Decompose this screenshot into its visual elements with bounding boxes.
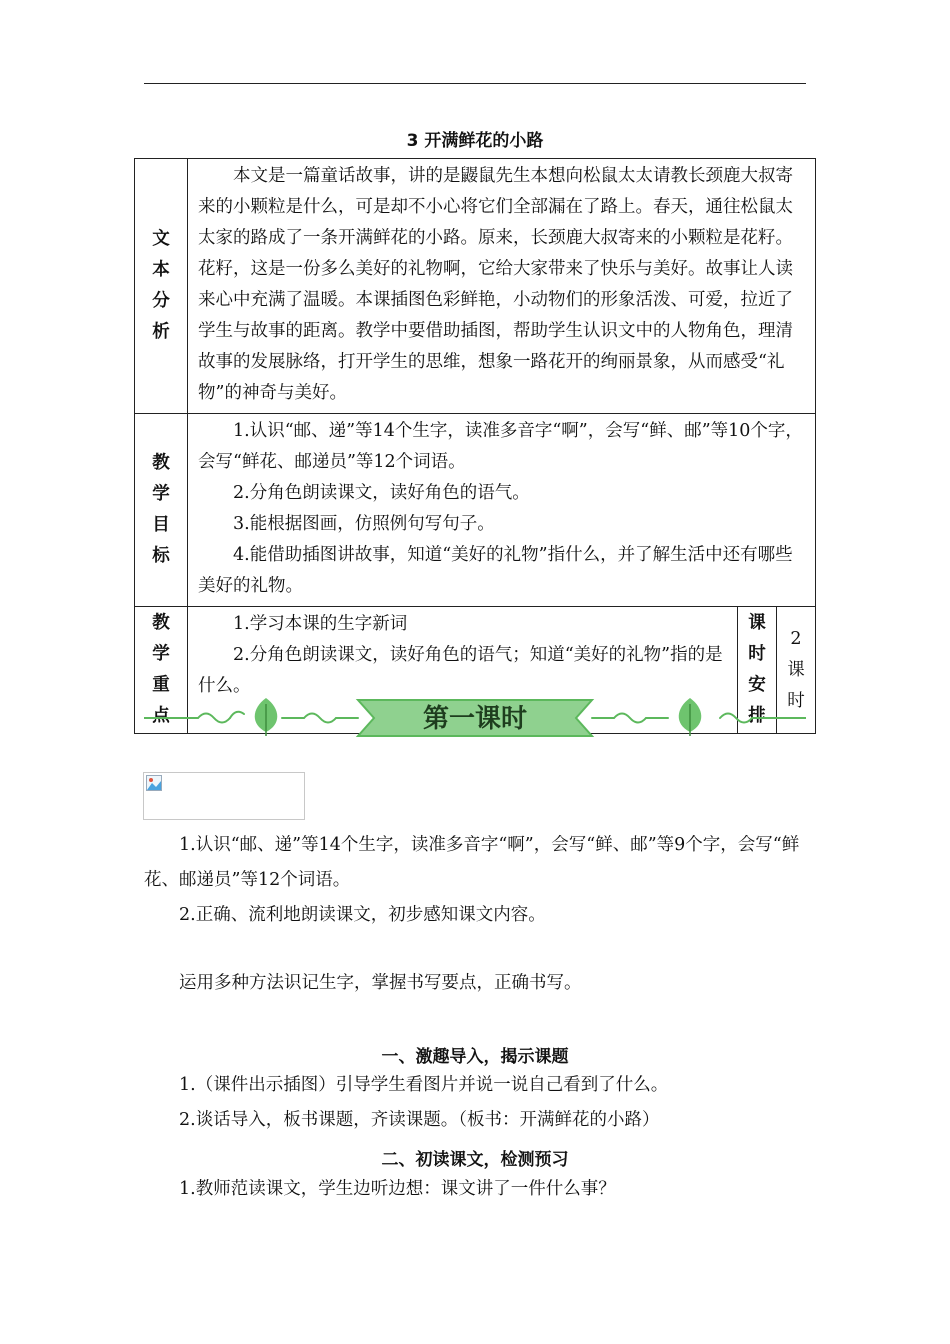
objective-item: 1.认识“邮、递”等14个生字，读准多音字“啊”，会写“鲜、邮”等9个字，会写“鲜花、邮递员”等12个词语。 [144,835,800,890]
section-item: 1.教师范读课文，学生边听边想：课文讲了一件什么事？ [179,1179,616,1199]
image-placeholder [143,772,305,820]
section-item: 1.（课件出示插图）引导学生看图片并说一说自己看到了什么。 [179,1075,669,1095]
analysis-row [135,159,816,414]
banner-title: 第一课时 [422,704,528,734]
schedule-hours: 2 课 时 [777,607,816,734]
goal-item: 2.分角色朗读课文，读好角色的语气。 [233,483,530,503]
analysis-text-cell [188,159,816,414]
broken-image-icon [146,775,162,791]
banner-ornament [144,694,806,742]
lesson-banner [144,694,806,742]
analysis-paragraph: 本文是一篇童话故事，讲的是鼹鼠先生本想向松鼠太太请教长颈鹿大叔寄来的小颗粒是什么，可是却不小心将它们全部漏在了路上。春天，通往松鼠太太家的路成了一条开满鲜花的小路。原来，长颈鹿大叔寄来的小颗粒是花籽。花籽，这是一份多么美好的礼物啊，它给大家带来了快乐与美好。故事让人读来心中充满了温暖。本课插图色彩鲜艳，小动物们的形象活泼、可爱，拉近了学生与故事的距离。教学中要借助插图，帮助学生认识文中的人物角色，理清故事的发展脉络，打开学生的思维，想象一路花开的绚丽景象，从而感受“礼物”的神奇与美好。 [198,166,793,403]
lesson-title: 3 开满鲜花的小路 [406,131,544,151]
focus-text: 运用多种方法识记生字，掌握书写要点，正确书写。 [179,973,582,993]
leaf-icon [255,698,278,736]
schedule-heading: 课 时 安 排 [738,607,777,734]
leaf-icon [679,698,702,736]
goals-row [135,414,816,607]
goal-item: 3.能根据图画，仿照例句写句子。 [233,514,495,534]
section-item: 2.谈话导入，板书课题，齐读课题。（板书：开满鲜花的小路） [179,1110,660,1130]
key-points-heading: 教 学 重 点 [135,607,188,734]
goal-item: 4.能借助插图讲故事，知道“美好的礼物”指什么，并了解生活中还有哪些美好的礼物。 [198,545,793,596]
key-point-item: 2.分角色朗读课文，读好角色的语气；知道“美好的礼物”指的是什么。 [198,645,723,696]
goal-item: 1.认识“邮、递”等14个生字，读准多音字“啊”，会写“鲜、邮”等10个字，会写“鲜花、邮递员”等12个词语。 [198,421,803,472]
goals-heading: 教 学 目 标 [135,414,188,607]
objective-item: 2.正确、流利地朗读课文，初步感知课文内容。 [179,905,546,925]
analysis-heading: 文 本 分 析 [135,159,188,414]
goals-cell [188,414,816,607]
lesson-plan-table [134,158,816,734]
header-rule [144,83,806,84]
section-heading: 一、激趣导入，揭示课题 [381,1047,569,1067]
section-heading: 二、初读课文，检测预习 [381,1150,569,1170]
key-point-item: 1.学习本课的生字新词 [233,614,408,634]
